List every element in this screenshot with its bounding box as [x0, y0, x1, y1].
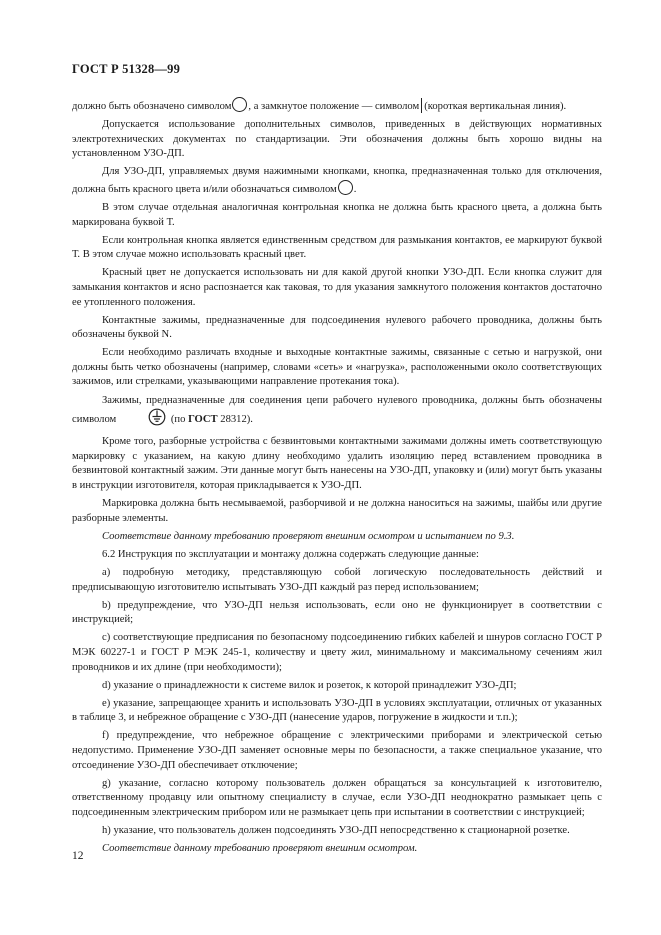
vertical-bar-icon [421, 98, 422, 113]
document-header: ГОСТ Р 51328—99 [72, 62, 181, 76]
page-number: 12 [72, 850, 84, 862]
paragraph: Контактные зажимы, предназначенные для подсоединения нулевого рабочего проводника, должны быть обозначены буквой N. [72, 314, 602, 341]
text-segment: . [353, 183, 357, 195]
paragraph: В этом случае отдельная аналогичная контрольная кнопка не должна быть красного цвета, а должна быть маркирована буквой Т. [72, 202, 602, 228]
paragraph: Допускается использование дополнительных символов, приведенных в действующих нормативных электротехнических документах по стандартизации. Эти обозначения должны быть хорошо видны на установленном УЗО-ДП. [72, 119, 602, 160]
list-item: g) указание, согласно которому пользователь должен обращаться за консультацией к изготовителю, ответственному продавцу или опытному специалисту в случае, если УЗО-ДП неоднократно размыкает цепь с подсоединенным электрическим прибором или не размыкает цепь при испытании в соответствии с инструкцией; [72, 777, 602, 818]
paragraph-earth-symbol [72, 394, 602, 432]
text-segment: , а замкнутое положение — символом [248, 101, 420, 112]
text-segment: (по [170, 414, 186, 426]
compliance-note: Соответствие данному требованию проверяют внешним осмотром и испытанием по 9.3. [102, 530, 515, 542]
compliance-note: Соответствие данному требованию проверяют внешним осмотром. [102, 843, 418, 855]
text-segment: (короткая вертикальная линия). [424, 101, 567, 112]
paragraph: Если необходимо различать входные и выходные контактные зажимы, связанные с сетью и нагрузкой, они должны быть четко обозначены (например, словами «сеть» и «нагрузка», расположенными около соответствующих зажимов, или стрелками, указывающими направление протекания тока). [72, 347, 602, 388]
section-heading-6-2: 6.2 Инструкция по эксплуатации и монтажу должна содержать следующие данные: [102, 548, 479, 560]
paragraph: Маркировка должна быть несмываемой, разборчивой и не должна наноситься на зажимы, шайбы или другие разборные элементы. [72, 498, 602, 524]
open-circle-icon [232, 97, 247, 112]
list-item: h) указание, что пользователь должен подсоединять УЗО-ДП непосредственно к стационарной розетке. [102, 824, 570, 836]
earth-ground-icon [118, 408, 166, 432]
text-segment: Зажимы, предназначенные для соединения цепи рабочего нулевого проводника, должны быть обозначены символом [72, 394, 602, 426]
paragraph: Если контрольная кнопка является единственным средством для размыкания контактов, ее маркируют буквой Т. В этом случае можно использовать красный цвет. [72, 234, 602, 261]
text-segment: Для УЗО-ДП, управляемых двумя нажимными кнопками, кнопка, предназначенная только для отключения, должна быть красного цвета и/или обозначаться символом [72, 166, 602, 195]
list-item: c) соответствующие предписания по безопасному подсоединению гибких кабелей и шнуров согласно ГОСТ Р МЭК 60227-1 и ГОСТ Р МЭК 245-1, количеству и цвету жил, минимальному и максимальному сечениям жил проводников и их длине (при необходимости); [72, 632, 602, 673]
paragraph: Красный цвет не допускается использовать ни для какой другой кнопки УЗО-ДП. Если кнопка служит для замыкания контактов и ясно распознается как таковая, то для указания замкнутого положения контактов достаточно ее утопленного положения. [72, 267, 602, 308]
document-body [72, 97, 602, 860]
text-segment: должно быть обозначено символом [72, 101, 232, 112]
paragraph: Кроме того, разборные устройства с безвинтовыми контактными зажимами должны иметь соответствующую маркировку с указанием, на какую длину необходимо удалить изоляцию перед вставлением проводника в безвинтовой контактный зажим. Эти данные могут быть нанесены на УЗО-ДП, упаковку и (или) могут быть указаны в инструкции изготовителя, которая прикладывается к УЗО-ДП. [72, 436, 602, 491]
list-item: b) предупреждение, что УЗО-ДП нельзя использовать, если оно не функционирует в соответствии с инструкцией; [72, 599, 602, 626]
open-circle-icon [338, 180, 353, 195]
list-item: a) подробную методику, представляющую собой логическую последовательность действий и предписывающую изготовителю испытывать УЗО-ДП каждый раз перед использованием; [72, 567, 602, 593]
list-item: d) указание о принадлежности к системе вилок и розеток, к которой принадлежит УЗО-ДП; [102, 679, 517, 691]
text-segment: 28312). [220, 414, 253, 426]
paragraph-red-button [72, 165, 602, 197]
list-item: e) указание, запрещающее хранить и использовать УЗО-ДП в условиях эксплуатации, отличных от указанных в таблице 3, и небрежное обращение с УЗО-ДП (нанесение ударов, погружение в жидкости и т.п.); [72, 697, 602, 724]
paragraph-symbol-notation [72, 97, 602, 115]
list-item: f) предупреждение, что небрежное обращение с электрическими приборами и электрической сетью недопустимо. Применение УЗО-ДП заменяет основные меры по безопасности, а также специальное указание, что отсоединение УЗО-ДП обеспечивает отключение; [72, 730, 602, 771]
standard-reference: ГОСТ [188, 414, 218, 426]
